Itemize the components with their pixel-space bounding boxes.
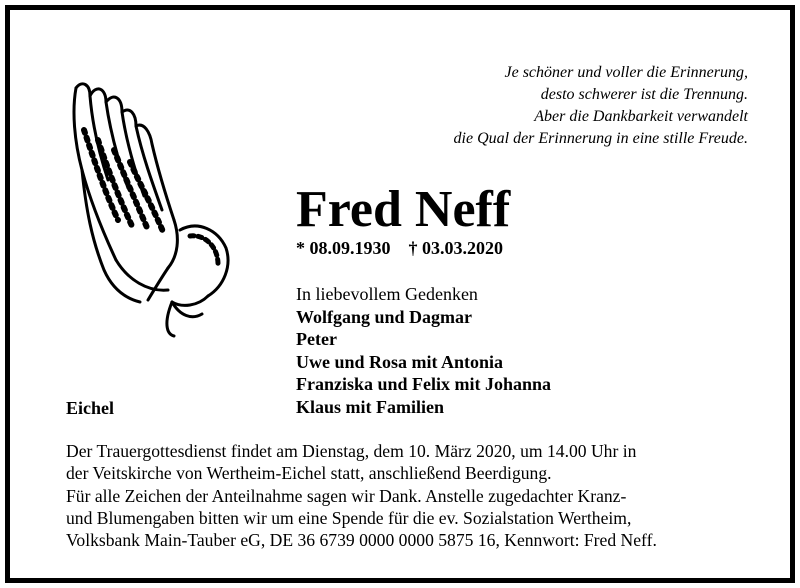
notice-line: und Blumengaben bitten wir um eine Spende für die ev. Sozialstation Wertheim, bbox=[66, 507, 632, 528]
quote-line: Je schöner und voller die Erinnerung, bbox=[504, 64, 748, 81]
mourner-name: Klaus mit Familien bbox=[296, 396, 444, 417]
notice-line: Der Trauergottesdienst findet am Dienstag, dem 10. März 2020, um 14.00 Uhr in bbox=[66, 441, 637, 461]
notice-line: der Veitskirche von Wertheim-Eichel statt, anschließend Beerdigung. bbox=[66, 463, 552, 484]
birth-date: * 08.09.1930 bbox=[296, 238, 391, 258]
praying-hands-icon bbox=[68, 70, 238, 340]
obituary-frame bbox=[5, 5, 795, 583]
mourner-name: Uwe und Rosa mit Antonia bbox=[296, 351, 504, 372]
notice-line: Für alle Zeichen der Anteilnahme sagen wir Dank. Anstelle zugedachter Kranz- bbox=[66, 485, 627, 506]
mourner-name: Franziska und Felix mit Johanna bbox=[296, 374, 552, 394]
death-date: † 03.03.2020 bbox=[408, 238, 503, 258]
quote-line: desto schwerer ist die Trennung. bbox=[540, 86, 748, 103]
notice-line: Volksbank Main-Tauber eG, DE 36 6739 0000 0000 5875 16, Kennwort: Fred Neff. bbox=[66, 530, 657, 551]
mourners-intro: In liebevollem Gedenken bbox=[296, 284, 478, 304]
deceased-name: Fred Neff bbox=[296, 181, 511, 238]
mourner-name: Wolfgang und Dagmar bbox=[296, 306, 473, 327]
mourner-name: Peter bbox=[296, 329, 337, 349]
place-name: Eichel bbox=[66, 398, 114, 418]
mourners-block bbox=[296, 283, 551, 418]
memorial-quote bbox=[454, 62, 748, 150]
service-notice bbox=[66, 440, 657, 551]
life-dates bbox=[296, 238, 521, 259]
quote-line: Aber die Dankbarkeit verwandelt bbox=[534, 108, 748, 125]
quote-line: die Qual der Erinnerung in eine stille Freude. bbox=[453, 130, 748, 147]
